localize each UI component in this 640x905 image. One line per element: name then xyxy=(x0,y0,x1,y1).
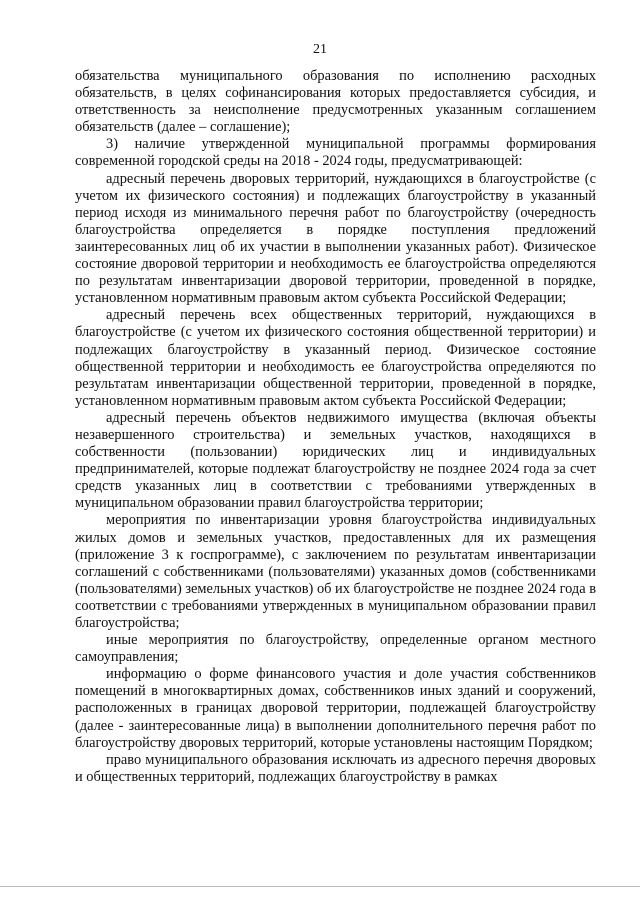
paragraph: мероприятия по инвентаризации уровня благоустройства индивидуальных жилых домов и земельных участков, предоставленных для их размещения (приложение 3 к госпрограмме), с заключением по результатам инвентаризации соглашений с собственниками (пользователями) указанных домов (собственниками (пользователями) земельных участков) об их благоустройстве не позднее 2024 года в соответствии с требованиями утвержденных в муниципальном образовании правил благоустройства; xyxy=(75,512,596,631)
document-body xyxy=(75,68,596,786)
paragraph: иные мероприятия по благоустройству, определенные органом местного самоуправления; xyxy=(75,632,596,666)
page-number: 21 xyxy=(313,42,327,57)
paragraph: обязательства муниципального образования по исполнению расходных обязательств, в целях софинансирования которых предоставляется субсидия, и ответственность за неисполнение предусмотренных указанным соглашением обязательств (далее – соглашение); xyxy=(75,68,596,136)
paragraph: право муниципального образования исключать из адресного перечня дворовых и общественных территорий, подлежащих благоустройству в рамках xyxy=(75,751,596,785)
paragraph: 3) наличие утвержденной муниципальной программы формирования современной городской среды на 2018 - 2024 годы, предусматривающей: xyxy=(75,136,596,170)
page-edge-line xyxy=(0,886,640,887)
paragraph: адресный перечень объектов недвижимого имущества (включая объекты незавершенного строительства) и земельных участков, находящихся в собственности (пользовании) юридических лиц и индивидуальных предпринимателей, которые подлежат благоустройству не позднее 2024 года за счет средств указанных лиц в соответствии с требованиями утвержденных в муниципальном образовании правил благоустройства территории; xyxy=(75,409,596,512)
paragraph: адресный перечень всех общественных территорий, нуждающихся в благоустройстве (с учетом их физического состояния общественной территории) и подлежащих благоустройству в указанный период. Физическое состояние общественной территории и необходимость ее благоустройства определяются по результатам инвентаризации общественной территории, проведенной в порядке, установленном нормативным правовым актом субъекта Российской Федерации; xyxy=(75,307,596,409)
paragraph: информацию о форме финансового участия и доле участия собственников помещений в многоквартирных домах, собственников иных зданий и сооружений, расположенных в границах дворовой территории, подлежащей благоустройству (далее - заинтересованные лица) в выполнении дополнительного перечня работ по благоустройству дворовых территорий, которые установлены настоящим Порядком; xyxy=(75,666,596,751)
paragraph: адресный перечень дворовых территорий, нуждающихся в благоустройстве (с учетом их физического состояния) и подлежащих благоустройству в указанный период исходя из минимального перечня работ по благоустройству (очередность благоустройства определяется в порядке поступления предложений заинтересованных лиц об их участии в выполнении указанных работ). Физическое состояние дворовой территории и необходимость ее благоустройства определяются по результатам инвентаризации дворовой территории, проведенной в порядке, установленном нормативным правовым актом субъекта Российской Федерации; xyxy=(75,170,596,307)
